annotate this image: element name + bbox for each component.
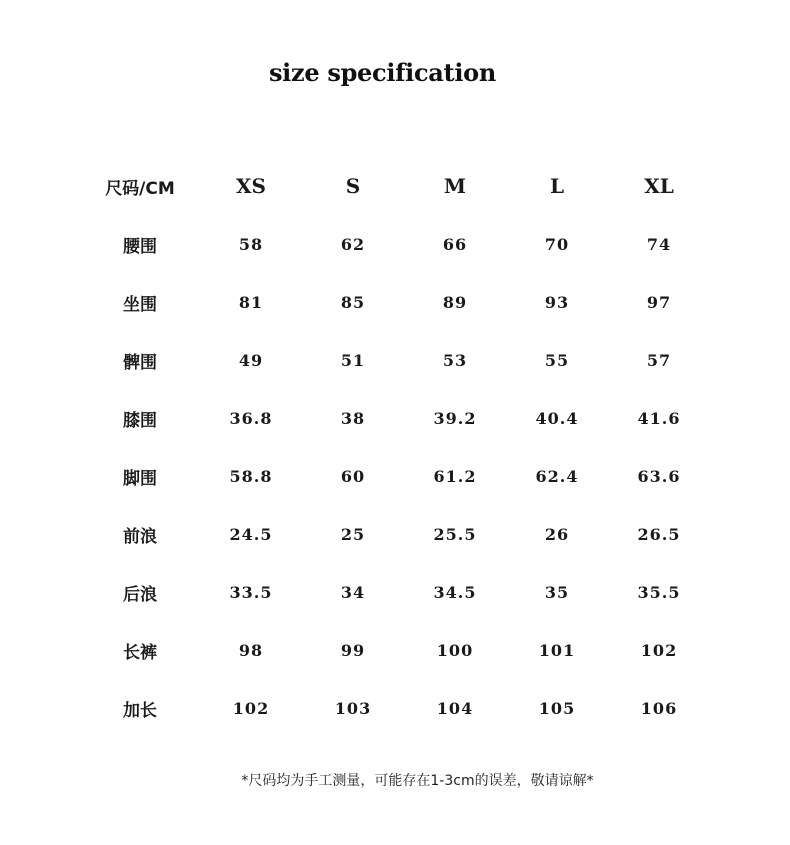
table-row — [80, 331, 710, 389]
table-cell: 98 — [238, 640, 264, 660]
size-table — [80, 157, 710, 737]
table-cell: 49 — [238, 350, 264, 370]
table-cell: 53 — [442, 350, 468, 370]
table-row — [80, 447, 710, 505]
table-cell: 34 — [340, 582, 366, 602]
table-cell: 70 — [544, 234, 570, 254]
row-label: 前浪 — [123, 526, 157, 547]
table-cell: 103 — [334, 698, 372, 718]
table-cell: 36.8 — [229, 408, 273, 428]
table-cell: 105 — [538, 698, 576, 718]
table-row — [80, 273, 710, 331]
row-label: 后浪 — [123, 584, 157, 605]
table-row — [80, 563, 710, 621]
table-cell: 33.5 — [229, 582, 273, 602]
table-cell: 106 — [640, 698, 678, 718]
row-label: 坐围 — [123, 294, 157, 315]
table-cell: 41.6 — [637, 408, 681, 428]
table-cell: 34.5 — [433, 582, 477, 602]
row-label: 脚围 — [123, 468, 157, 489]
table-cell: 102 — [232, 698, 270, 718]
measurement-footnote: *尺码均为手工测量，可能存在1-3cm的误差，敬请谅解* — [241, 773, 594, 789]
table-cell: 25.5 — [433, 524, 477, 544]
table-cell: 55 — [544, 350, 570, 370]
row-label: 腰围 — [123, 236, 157, 257]
table-cell: 99 — [340, 640, 366, 660]
row-label: 膝围 — [123, 410, 157, 431]
table-cell: 93 — [544, 292, 570, 312]
table-cell: 81 — [238, 292, 264, 312]
table-row — [80, 505, 710, 563]
table-cell: 51 — [340, 350, 366, 370]
table-cell: 26 — [544, 524, 570, 544]
table-row — [80, 621, 710, 679]
table-cell: 40.4 — [535, 408, 579, 428]
size-header-xs: XS — [236, 174, 266, 198]
table-cell: 104 — [436, 698, 474, 718]
header-row — [80, 157, 710, 215]
page-title: size specification — [268, 58, 497, 87]
row-label: 髀围 — [123, 352, 157, 373]
table-cell: 39.2 — [433, 408, 477, 428]
table-cell: 62 — [340, 234, 366, 254]
table-cell: 60 — [340, 466, 366, 486]
table-cell: 58.8 — [229, 466, 273, 486]
table-cell: 35.5 — [637, 582, 681, 602]
size-header-m: M — [443, 174, 467, 198]
table-cell: 102 — [640, 640, 678, 660]
table-cell: 26.5 — [637, 524, 681, 544]
table-cell: 97 — [646, 292, 672, 312]
table-row — [80, 389, 710, 447]
table-cell: 100 — [436, 640, 474, 660]
table-row — [80, 679, 710, 737]
table-cell: 24.5 — [229, 524, 273, 544]
table-cell: 61.2 — [433, 466, 477, 486]
table-cell: 74 — [646, 234, 672, 254]
table-cell: 89 — [442, 292, 468, 312]
table-cell: 85 — [340, 292, 366, 312]
table-cell: 101 — [538, 640, 576, 660]
table-cell: 25 — [340, 524, 366, 544]
table-row — [80, 215, 710, 273]
table-cell: 63.6 — [637, 466, 681, 486]
corner-label: 尺码/CM — [105, 178, 175, 199]
row-label: 长裤 — [123, 642, 157, 663]
table-cell: 66 — [442, 234, 468, 254]
table-cell: 35 — [544, 582, 570, 602]
table-cell: 38 — [340, 408, 366, 428]
table-cell: 57 — [646, 350, 672, 370]
row-label: 加长 — [123, 700, 157, 721]
size-header-l: L — [549, 174, 565, 198]
size-header-xl: XL — [644, 174, 674, 198]
table-cell: 58 — [238, 234, 264, 254]
size-header-s: S — [345, 174, 361, 198]
table-cell: 62.4 — [535, 466, 579, 486]
